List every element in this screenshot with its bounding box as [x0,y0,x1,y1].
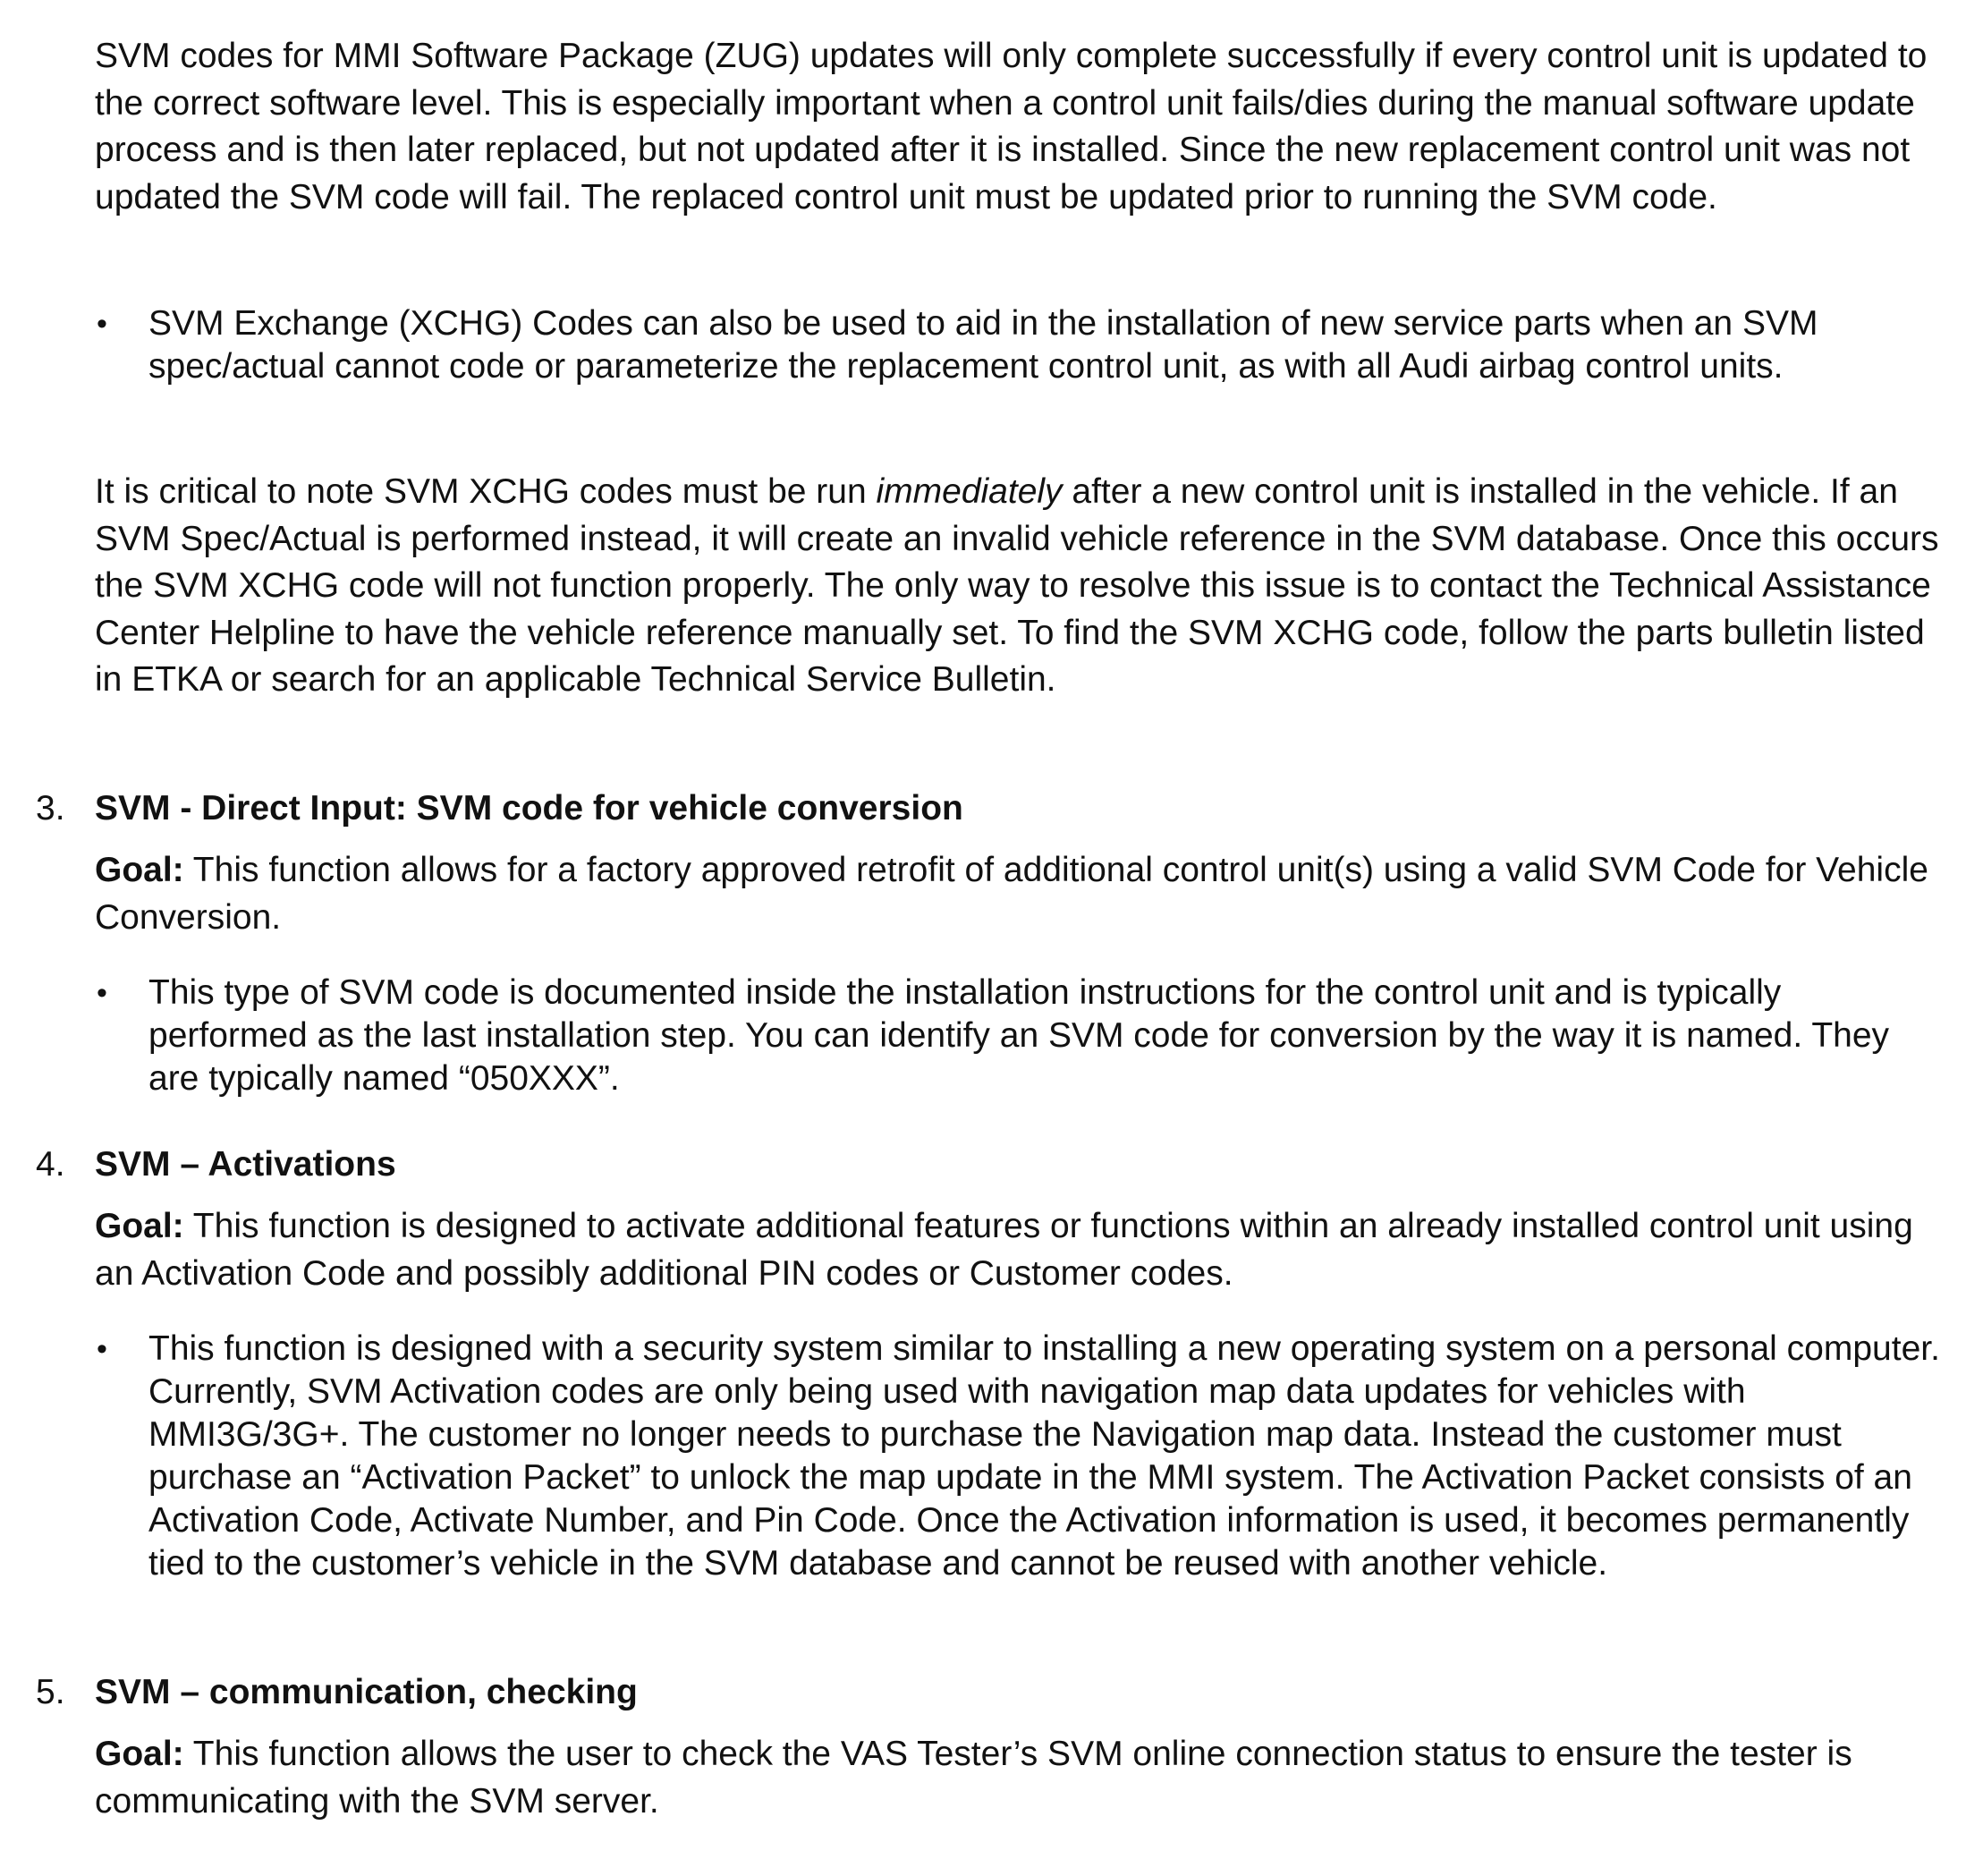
goal-label: Goal: [95,1207,184,1245]
section-title: SVM - Direct Input: SVM code for vehicle conversion [95,789,963,828]
emphasis-immediately: immediately [876,472,1063,511]
critical-paragraph: It is critical to note SVM XCHG codes must be run immediately after a new control unit is installed in the vehicle. If an SVM Spec/Actual is performed instead, it will create an invalid vehicle reference in the SVM database. Once this occurs the SVM XCHG code will not function properly. The only way to resolve this issue is to contact the Technical Assistance Center Helpline to have the vehicle reference manually set. To find the SVM XCHG code, follow the parts bulletin listed in ETKA or search for an applicable Technical Service Bulletin. [95,472,1939,699]
section-3-goal: Goal: This function allows for a factory approved retrofit of additional control unit(s) using a valid SVM Code for Vehicle Conversion. [95,851,1928,937]
section-number: 5. [36,1673,65,1711]
section-title: SVM – Activations [95,1145,396,1184]
goal-label: Goal: [95,851,184,889]
bullet-icon: • [97,1332,107,1366]
section-3-bullet-text: This type of SVM code is documented inside the installation instructions for the control unit and is typically performed as the last installation step. You can identify an SVM code for conversion by the way it is named. They are typically named “050XXX”. [148,973,1890,1098]
bullet-icon: • [97,976,107,1010]
intro-bullet-text: SVM Exchange (XCHG) Codes can also be used to aid in the installation of new service parts when an SVM spec/actual cannot code or parameterize the replacement control unit, as with all Audi airbag control units. [148,304,1818,386]
section-4-bullet-text: This function is designed with a security system similar to installing a new operating system on a personal computer. Currently, SVM Activation codes are only being used with navigation map data updates for vehicles with MMI3G/3G+. The customer no longer needs to purchase the Navigation map data. Instead the customer must purchase an “Activation Packet” to unlock the map update in the MMI system. The Activation Packet consists of an Activation Code, Activate Number, and Pin Code. Once the Activation information is used, it becomes permanently tied to the customer’s vehicle in the SVM database and cannot be reused with another vehicle. [148,1329,1940,1583]
goal-label: Goal: [95,1735,184,1773]
section-number: 3. [36,789,65,828]
section-title: SVM – communication, checking [95,1673,638,1711]
section-5-goal: Goal: This function allows the user to check the VAS Tester’s SVM online connection status to ensure the tester is communicating with the SVM server. [95,1735,1852,1821]
section-number: 4. [36,1145,65,1184]
section-4-goal: Goal: This function is designed to activate additional features or functions within an already installed control unit using an Activation Code and possibly additional PIN codes or Customer codes. [95,1207,1913,1293]
intro-paragraph: SVM codes for MMI Software Package (ZUG) updates will only complete successfully if every control unit is updated to the correct software level. This is especially important when a control unit fails/dies during the manual software update process and is then later replaced, but not updated after it is installed. Since the new replacement control unit was not updated the SVM code will fail. The replaced control unit must be updated prior to running the SVM code. [95,37,1928,216]
bullet-icon: • [97,307,107,341]
